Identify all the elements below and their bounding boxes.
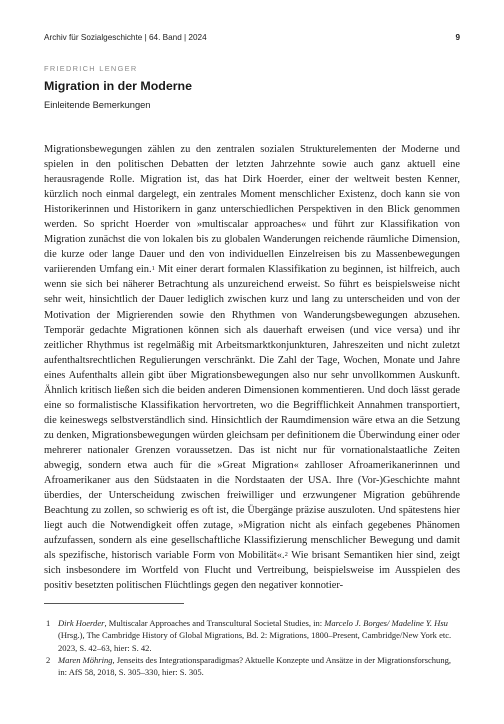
journal-header: Archiv für Sozialgeschichte | 64. Band | 2024	[44, 33, 207, 42]
running-head	[44, 33, 460, 42]
footnote-editors: Marcelo J. Borges/ Madeline Y. Hsu	[324, 618, 448, 628]
footnote-1	[44, 617, 460, 654]
page-number: 9	[455, 33, 460, 42]
footnote-author: Maren Möhring	[58, 654, 113, 665]
article-title: Migration in der Moderne	[44, 79, 193, 93]
body-text-part-2: Mit einer derart formalen Klassifikation zu beginnen, ist hilfreich, auch wenn sie sich bei näherer Betrachtung als unzureichend erweist. So führt es beispielsweise nicht sehr weit, hinsichtlich der Dauer lediglich zwischen kurz und lang zu unterscheiden und von der Motivation der Migrierenden sowie den Rhythmen von Wanderungsbewegungen abzusehen. Temporär gedachte Migrationen können sich als dauerhaft erweisen (und vice versa) und ihr zeitlicher Rhythmus ist regelmäßig mit Arbeitsmarktkonjunkturen, Jahreszeiten und nicht zuletzt aufenthaltsrechtlichen Regulierungen verschränkt. Die Zahl der Tage, Wochen, Monate und Jahre eines Aufenthalts allein gibt über Migrationsbewegungen also nur sehr unvollkommen Auskunft. Ähnlich kritisch ließen sich die beiden anderen Dimensionen kommentieren. Und doch lässt gerade eine so formalistische Klassifikation hervortreten, wo die Begrifflichkeit Annahmen transportiert, die keineswegs selbstverständlich sind. Hinsichtlich der Raumdimension wäre etwa an die Setzung zu denken, Migrationsbewegungen würden gleichsam per definitionem die Überwindung einer oder mehrerer nationaler Grenzen voraussetzen. Das ist nicht nur für vornationalstaatliche Zeiten abwegig, sondern etwa auch für die »Great Migration« zahlloser Afroamerikanerinnen und Afroamerikaner aus den Südstaaten in die Nordstaaten der USA. Ihre (Vor-)Geschichte mahnt überdies, der Unterscheidung zwischen freiwilliger und erzwungener Migration gebührende Beachtung zu zollen, so schwierig es oft ist, die Übergänge präzise auszuloten. Und spätestens hier liegt auch die Notwendigkeit offen zutage, »Migration nicht als einfach gegebenes Phänomen aufzufassen, sondern als eine gesellschaftliche Klassifizierung menschlicher Bewegung und damit als spezifische, historisch variable Form von Mobilität«.	[44, 264, 460, 562]
footnote-citation-b: (Hrsg.), The Cambridge History of Global Migrations, Bd. 2: Migrations, 1800–Present, Cambridge/New York etc. 2023, S. 42–63, hier: S. 42.	[58, 630, 452, 653]
footnote-citation-a: , Jenseits des Integrationsparadigmas? Aktuelle Konzepte und Ansätze in der Migrationsforschung, in: AfS 58, 2018, S. 305–330, hier: S. 305.	[58, 654, 451, 678]
article-author: FRIEDRICH LENGER	[44, 64, 138, 73]
body-text-part-1: Migrationsbewegungen zählen zu den zentralen sozialen Strukturelementen der Moderne und spielen in den politischen Debatten der letzten Jahrzehnte sowie auch ganz aktuell eine herausragende Rolle. Migration ist, das hat Dirk Hoerder, einer der weltweit besten Kenner, kürzlich noch einmal dargelegt, ein zentrales Moment menschlicher Existenz, doch kann sie von Historikerinnen und Historikern in ganz unterschiedlichen Perspektiven in den Blick genommen werden. So spricht Hoerder von »multiscalar approaches« und führt zur Klassifikation von Migration zunächst die von lokalen bis zu globalen Wanderungen reichende räumliche Dimension, die kurze oder lange Dauer und den von individuellen Einzelreisen bis zu Massenbewegungen variierenden Umfang ein.	[44, 144, 460, 276]
footnote-ref-1[interactable]: 1	[151, 265, 155, 273]
footnote-citation-a: , Multiscalar Approaches and Transcultural Societal Studies, in:	[104, 618, 325, 628]
footnotes	[44, 617, 460, 678]
article-subtitle: Einleitende Bemerkungen	[44, 100, 151, 110]
footnote-text	[58, 617, 460, 654]
footnote-ref-2[interactable]: 2	[284, 551, 288, 559]
body-paragraph	[44, 142, 460, 593]
body-text-part-3: Wie brisant Semantiken hier sind, zeigt sich insbesondere im Wortfeld von Flucht und Vertreibung, beispielsweise im Ausspielen des positiv besetzten politischen Flüchtlings gegen den negativer konnotier-	[44, 550, 460, 592]
footnote-divider	[44, 603, 184, 604]
footnote-text	[58, 654, 460, 679]
footnote-number: 2	[46, 654, 51, 665]
footnote-author: Dirk Hoerder	[58, 618, 105, 628]
footnote-number: 1	[46, 618, 51, 628]
footnote-2	[44, 654, 460, 679]
